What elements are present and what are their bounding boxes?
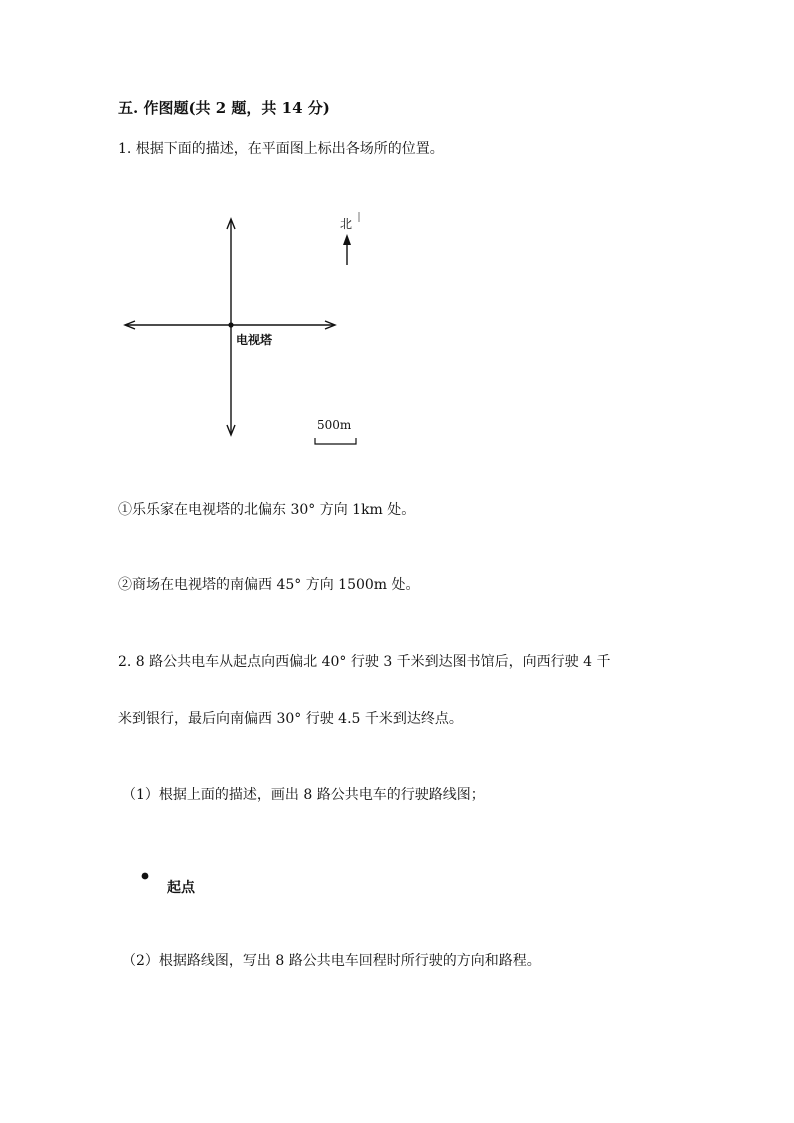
start-label: 起点 [167, 880, 195, 896]
question-1-prompt: 1. 根据下面的描述，在平面图上标出各场所的位置。 [118, 141, 444, 157]
tv-tower-label: 电视塔 [236, 333, 273, 347]
scale-label: 500m [317, 418, 352, 432]
q2-sub-question-2: （2）根据路线图，写出 8 路公共电车回程时所行驶的方向和路程。 [122, 953, 541, 969]
tv-tower-point [228, 322, 233, 327]
question-2-line-2: 米到银行，最后向南偏西 30° 行驶 4.5 千米到达终点。 [118, 711, 463, 727]
north-label: 北 [340, 217, 353, 231]
north-arrow-head-icon [343, 234, 351, 245]
section-title: 五. 作图题(共 2 题，共 14 分) [118, 99, 330, 117]
q2-sub-question-1: （1）根据上面的描述，画出 8 路公共电车的行驶路线图； [122, 787, 485, 803]
scale-bar [315, 438, 356, 444]
start-point-dot [142, 873, 149, 880]
q1-item-2: ②商场在电视塔的南偏西 45° 方向 1500m 处。 [118, 577, 420, 593]
q1-item-1: ①乐乐家在电视塔的北偏东 30° 方向 1km 处。 [118, 502, 416, 518]
question-2-line-1: 2. 8 路公共电车从起点向西偏北 40° 行驶 3 千米到达图书馆后，向西行驶 4 千 [118, 654, 611, 670]
